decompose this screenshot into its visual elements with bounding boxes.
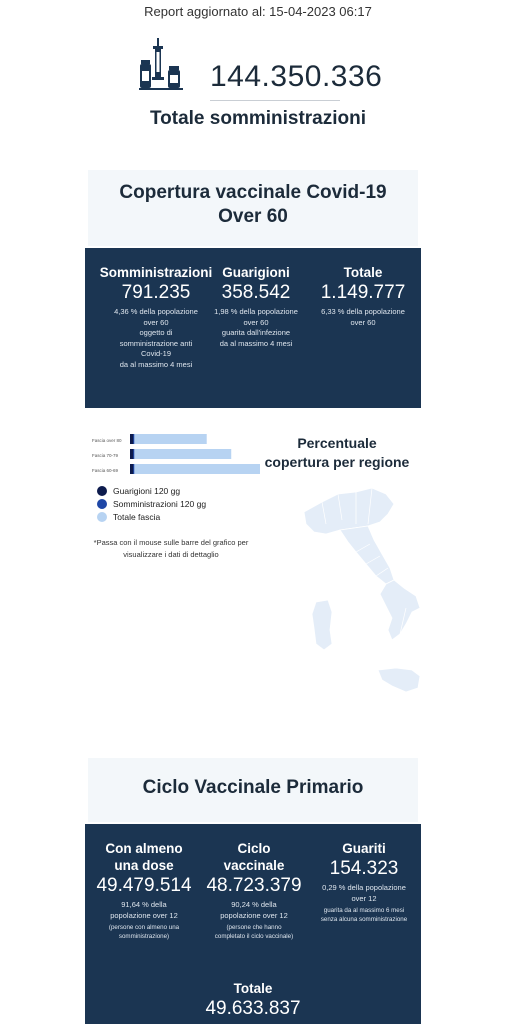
- legend-dot: [97, 499, 107, 509]
- over60-title-line1: Copertura vaccinale Covid-19: [119, 182, 387, 203]
- stat-heading: Con almeno: [105, 841, 183, 856]
- stat-desc: over 12: [351, 893, 377, 903]
- stat-value: 358.542: [221, 282, 291, 303]
- stat-value: 791.235: [121, 282, 191, 303]
- bar-guarigioni-120-gg-0[interactable]: [130, 434, 133, 444]
- primary-cycle-title-box: [88, 758, 418, 822]
- stat-desc: popolazione over 12: [110, 910, 178, 920]
- stat-desc: popolazione over 12: [220, 910, 288, 920]
- report-timestamp: Report aggiornato al: 15-04-2023 06:17: [144, 4, 372, 19]
- stat-heading: Totale: [343, 265, 383, 280]
- stat-desc: over 60: [143, 317, 169, 327]
- stat-note: (persone con almeno una: [108, 924, 180, 931]
- stat-heading: Ciclo: [237, 841, 271, 856]
- stat-desc: 90,24 % della: [231, 900, 277, 909]
- map-region-south[interactable]: [380, 580, 420, 640]
- stat-note: senza alcuna somministrazione: [320, 915, 408, 923]
- stat-desc: guarita dall'infezione: [221, 328, 291, 337]
- legend-item-administrations: [97, 499, 206, 509]
- bar-totale-fascia-0[interactable]: [130, 434, 207, 444]
- hover-hint: [86, 537, 256, 561]
- bar-category-label: Fascia 70-79: [92, 453, 119, 458]
- vaccine-vials-icon: [139, 38, 183, 90]
- legend-label: Somministrazioni 120 gg: [113, 499, 207, 509]
- stat-heading: Guarigioni: [222, 265, 290, 280]
- legend-label: Guarigioni 120 gg: [113, 486, 181, 496]
- total-administrations-label: Totale somministrazioni: [149, 108, 367, 129]
- over60-recoveries: [207, 264, 305, 349]
- map-region-center[interactable]: [340, 526, 394, 584]
- stat-heading: Somministrazioni: [99, 265, 213, 280]
- over60-total: [311, 264, 415, 328]
- stat-heading: vaccinale: [223, 858, 285, 873]
- map-region-sicily[interactable]: [378, 668, 420, 692]
- bar-category-label: Fascia 60-69: [92, 468, 119, 473]
- stat-value: 154.323: [329, 858, 399, 879]
- primary-completed-cycle: [201, 840, 307, 941]
- legend-dot: [97, 486, 107, 496]
- stat-note: completato il ciclo vaccinale): [214, 932, 294, 940]
- hover-hint-line1: *Passa con il mouse sulle barre del grafico per: [93, 538, 249, 547]
- map-title-line2: copertura per regione: [264, 454, 410, 470]
- primary-cycle-title: Ciclo Vaccinale Primario: [142, 777, 364, 798]
- primary-at-least-one-dose: [89, 840, 199, 941]
- map-title-line1: Percentuale: [297, 435, 377, 451]
- bar-guarigioni-120-gg-1[interactable]: [130, 449, 133, 459]
- primary-total: [85, 980, 421, 1020]
- stat-desc: 4,36 % della popolazione: [114, 307, 198, 316]
- stat-desc: over 60: [350, 317, 376, 327]
- stat-desc: 1,98 % della popolazione: [214, 307, 298, 316]
- hover-hint-line2: visualizzare i dati di dettaglio: [123, 550, 219, 559]
- map-region-north[interactable]: [304, 488, 394, 534]
- legend-item-total: [97, 512, 160, 522]
- stat-desc: da al massimo 4 mesi: [119, 359, 193, 369]
- total-administrations-value: 144.350.336: [210, 60, 383, 93]
- legend-dot: [97, 512, 107, 522]
- primary-cycle-panel: [85, 824, 421, 1024]
- bar-guarigioni-120-gg-2[interactable]: [130, 464, 133, 474]
- stat-desc: 91,64 % della: [121, 900, 167, 909]
- bar-category-label: Fascia over 80: [92, 438, 122, 443]
- bar-totale-fascia-1[interactable]: [130, 449, 231, 459]
- bar-totale-fascia-2[interactable]: [130, 464, 260, 474]
- stat-desc: 0,29 % della popolazione: [322, 883, 406, 892]
- stat-desc: 6,33 % della popolazione: [321, 307, 405, 316]
- over60-title-box: [88, 170, 418, 246]
- italy-regions-map[interactable]: [294, 484, 424, 704]
- legend-item-recoveries: [97, 486, 180, 496]
- stat-heading: una dose: [114, 858, 174, 873]
- stat-heading: Totale: [233, 981, 273, 996]
- stat-desc: da al massimo 4 mesi: [219, 338, 293, 348]
- over60-administrations: [93, 264, 219, 370]
- stat-desc: over 60: [243, 317, 269, 327]
- stat-value: 1.149.777: [320, 282, 406, 303]
- stat-desc: somministrazione anti: [119, 338, 193, 348]
- stat-desc: Covid-19: [140, 349, 171, 358]
- stat-value: 49.479.514: [96, 875, 192, 896]
- divider: [210, 100, 340, 101]
- primary-recovered: [311, 840, 417, 924]
- stat-value: 49.633.837: [205, 998, 301, 1019]
- over60-title-line2: Over 60: [218, 206, 288, 227]
- stat-value: 48.723.379: [206, 875, 302, 896]
- stat-desc: oggetto di: [139, 328, 173, 337]
- stat-note: somministrazione): [118, 932, 170, 940]
- age-group-bar-chart[interactable]: [92, 430, 262, 476]
- stat-heading: Guariti: [342, 841, 386, 856]
- stat-note: guarita da al massimo 6 mesi: [323, 907, 405, 914]
- map-title: [262, 434, 412, 472]
- over60-stats-panel: [85, 248, 421, 408]
- legend-label: Totale fascia: [113, 512, 161, 522]
- map-region-sardinia[interactable]: [312, 600, 332, 650]
- stat-note: (persone che hanno: [226, 924, 282, 931]
